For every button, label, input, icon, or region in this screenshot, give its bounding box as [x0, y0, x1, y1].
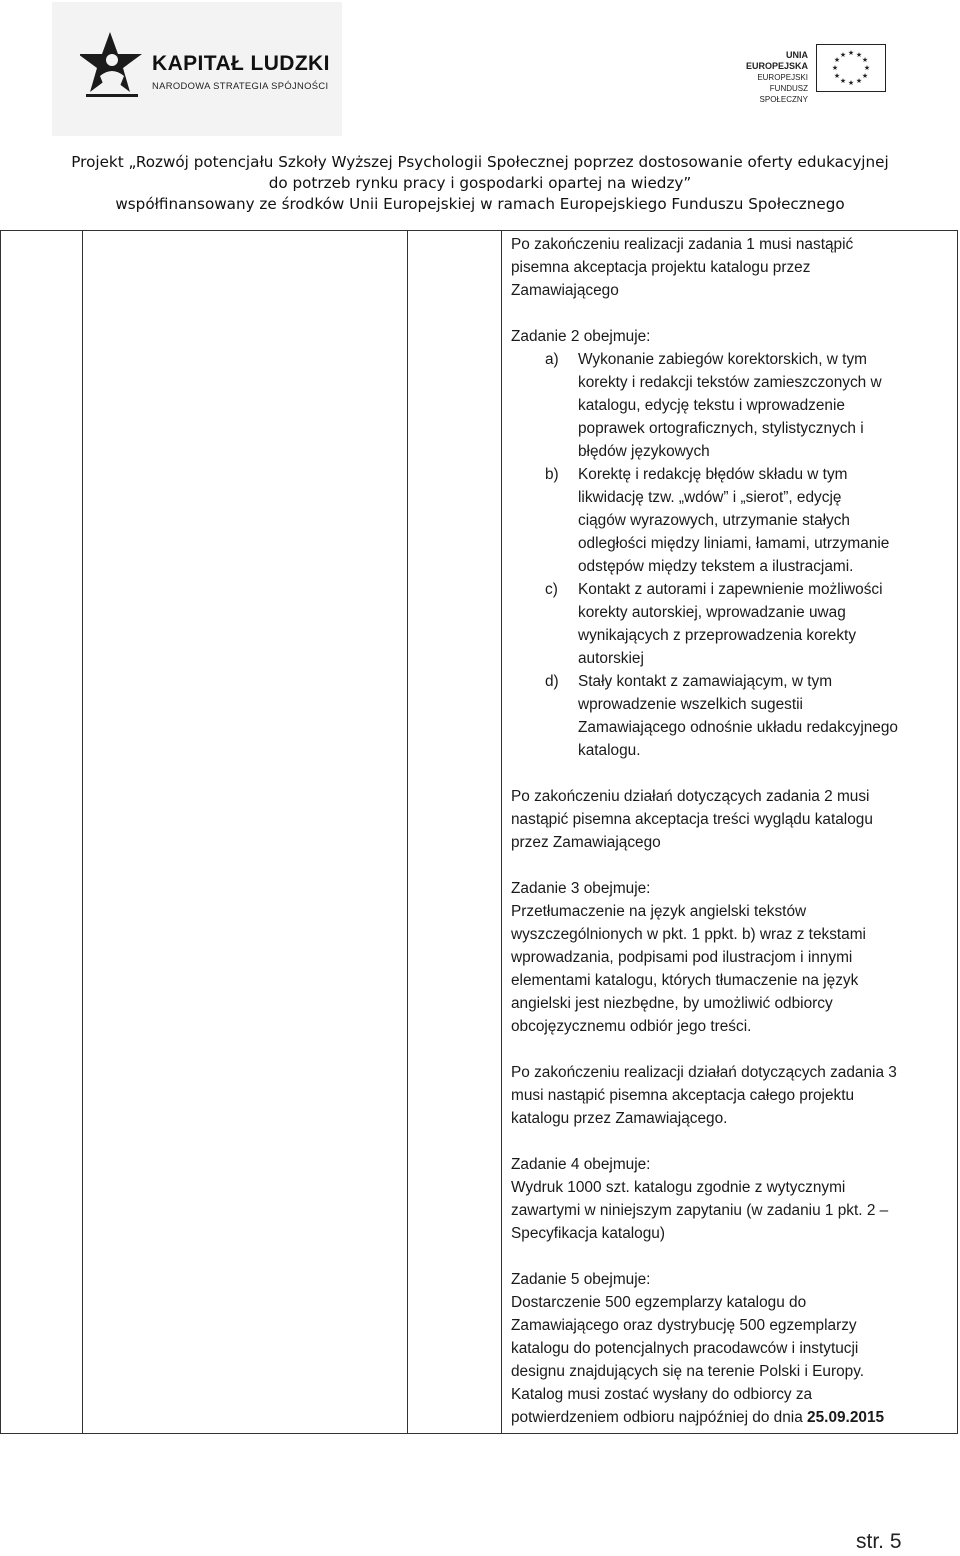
list-marker: d): [545, 673, 559, 690]
project-line-2: do potrzeb rynku pracy i gospodarki opartej na wiedzy”: [268, 174, 692, 192]
svg-text:★: ★: [847, 49, 855, 57]
svg-text:★: ★: [855, 51, 863, 59]
eu-line-3: FUNDUSZ SPOŁECZNY: [759, 84, 808, 104]
svg-text:★: ★: [847, 79, 855, 87]
eu-flag-icon: [816, 44, 886, 92]
column-divider: [407, 231, 408, 1433]
task4-title: Zadanie 4 obejmuje:: [511, 1156, 651, 1173]
list-marker: c): [545, 581, 558, 598]
column-divider: [82, 231, 83, 1433]
task2-item-c: [511, 578, 951, 670]
task2-item-a: [511, 348, 951, 463]
task4-body: Wydruk 1000 szt. katalogu zgodnie z wytycznymi zawartymi w niniejszym zapytaniu (w zadaniu 1 pkt. 2 – Specyfikacja katalogu): [511, 1179, 889, 1242]
list-text: Wykonanie zabiegów korektorskich, w tym korekty i redakcji tekstów zamieszczonych w katalogu, edycję tekstu i wprowadzenie poprawek ortograficznych, stylistycznych i błędów językowych: [578, 351, 882, 460]
column-divider: [501, 231, 502, 1433]
task2-item-b: [511, 463, 951, 578]
svg-text:★: ★: [839, 77, 847, 85]
list-marker: b): [545, 466, 559, 483]
eu-line-2: EUROPEJSKI: [757, 73, 808, 82]
task2-title: Zadanie 2 obejmuje:: [511, 328, 651, 345]
logo-name: KAPITAŁ LUDZKI: [152, 52, 330, 75]
svg-text:★: ★: [861, 56, 869, 64]
description-cell: [511, 233, 951, 1429]
list-text: Korektę i redakcję błędów składu w tym likwidację tzw. „wdów” i „sierot”, edycję ciągów wyrazowych, utrzymanie stałych odległości między liniami, łamami, utrzymanie odstępów między tekstem a ilustracjami.: [578, 466, 890, 575]
page-number: str. 5: [856, 1530, 902, 1553]
task5-title: Zadanie 5 obejmuje:: [511, 1271, 651, 1288]
task2-acceptance: Po zakończeniu działań dotyczących zadania 2 musi nastąpić pisemna akceptacja treści wyglądu katalogu przez Zamawiającego: [511, 788, 873, 851]
task1-acceptance: Po zakończeniu realizacji zadania 1 musi nastąpić pisemna akceptacja projektu katalogu przez Zamawiającego: [511, 236, 854, 299]
task3-acceptance: Po zakończeniu realizacji działań dotyczących zadania 3 musi nastąpić pisemna akceptacja całego projektu katalogu przez Zamawiającego.: [511, 1064, 897, 1127]
project-header: [0, 152, 960, 215]
svg-text:★: ★: [831, 64, 839, 72]
svg-text:★: ★: [861, 72, 869, 80]
task3-title: Zadanie 3 obejmuje:: [511, 880, 651, 897]
list-text: Stały kontakt z zamawiającym, w tym wprowadzenie wszelkich sugestii Zamawiającego odnośnie układu redakcyjnego katalogu.: [578, 673, 898, 759]
star-figure-icon: [80, 30, 146, 102]
svg-text:★: ★: [855, 77, 863, 85]
project-line-3: współfinansowany ze środków Unii Europejskiej w ramach Europejskiego Funduszu Społecznego: [115, 195, 845, 213]
svg-text:★: ★: [833, 72, 841, 80]
eu-line-1: UNIA EUROPEJSKA: [745, 50, 808, 71]
list-marker: a): [545, 351, 559, 368]
svg-text:★: ★: [839, 51, 847, 59]
eu-text: [722, 50, 808, 105]
project-line-1: Projekt „Rozwój potencjału Szkoły Wyższej Psychologii Społecznej poprzez dostosowanie oferty edukacyjnej: [71, 153, 889, 171]
logo-subtitle: NARODOWA STRATEGIA SPÓJNOŚCI: [152, 80, 329, 91]
deadline-date: 25.09.2015: [807, 1409, 885, 1426]
svg-text:★: ★: [833, 56, 841, 64]
eu-logo: [688, 30, 918, 102]
svg-text:★: ★: [863, 64, 871, 72]
task2-item-d: [511, 670, 951, 762]
list-text: Kontakt z autorami i zapewnienie możliwości korekty autorskiej, wprowadzanie uwag wynikających z przeprowadzenia korekty autorskiej: [578, 581, 883, 667]
kapital-ludzki-logo: [52, 2, 342, 136]
task5-body: Dostarczenie 500 egzemplarzy katalogu do Zamawiającego oraz dystrybucję 500 egzemplarzy katalogu do potencjalnych pracodawców i instytucji designu znajdujących się na terenie Polski i Europy. Katalog musi zostać wysłany do odbiorcy za potwierdzeniem odbioru najpóźniej do dnia 25.09.2015: [511, 1294, 885, 1426]
task3-body: Przetłumaczenie na język angielski tekstów wyszczególnionych w pkt. 1 ppkt. b) wraz z tekstami wprowadzania, podpisami pod ilustracjom i innymi elementami katalogu, których tłumaczenie na język angielski jest niezbędne, by umożliwić odbiorcy obcojęzycznemu odbiór jego treści.: [511, 903, 866, 1035]
